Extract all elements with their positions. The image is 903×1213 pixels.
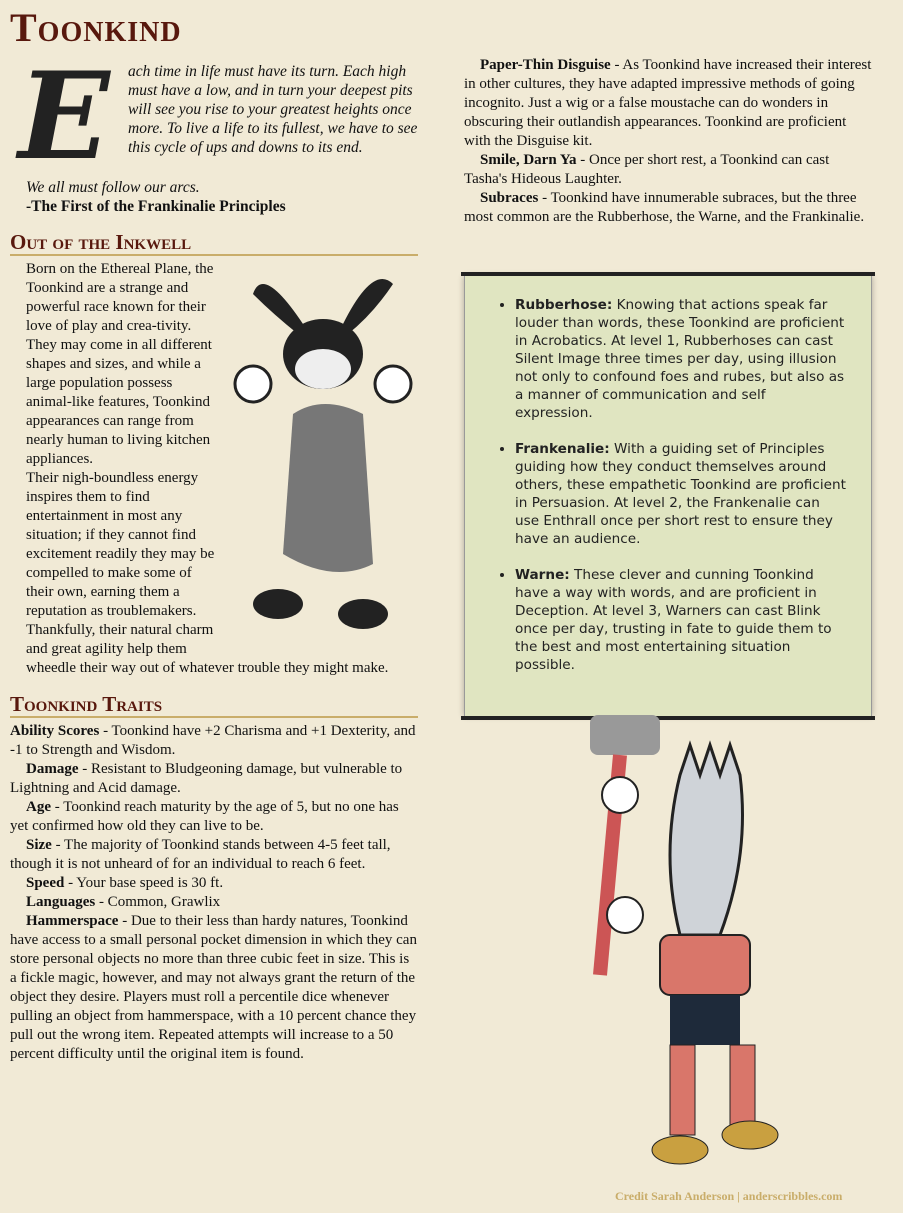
traits-list — [10, 722, 418, 1064]
trait-subraces: Subraces - Toonkind have innumerable subraces, but the three most common are the Rubberhose, the Warne, and the Frankinalie. — [464, 190, 865, 225]
subraces-box — [464, 276, 872, 716]
rubberhose-illustration — [223, 264, 418, 644]
image-credit: Credit Sarah Anderson | anderscribbles.com — [615, 1189, 843, 1203]
trait-speed: Speed - Your base speed is 30 ft. — [26, 875, 224, 891]
section-heading-inkwell: Out of the Inkwell — [10, 230, 418, 256]
subrace-warne: • Warne: These clever and cunning Toonkind have a way with words, and are proficient in Deception. At level 3, Warners can cast Blink once per day, trusting in fate to guide them to the best and most entertaining situation possible. — [515, 566, 847, 674]
trait-smile-darn-ya: Smile, Darn Ya - Once per short rest, a Toonkind can cast Tasha's Hideous Laughter. — [464, 152, 830, 187]
section-heading-traits: Toonkind Traits — [10, 692, 418, 718]
fork-warrior-illustration — [540, 715, 840, 1175]
intro-text: ach time in life must have its turn. Each high must have a low, and in turn your deepest pits will see you rise to your greatest heights once more. To live a life to its fullest, we have to see this cycle of ups and downs to its end. — [128, 63, 418, 156]
subrace-frankenalie: • Frankenalie: With a guiding set of Principles guiding how they conduct themselves around others, these empathetic Toonkind are proficient in Persuasion. At level 2, the Frankenalie can use Enthrall once per short rest to ensure they have an audience. — [515, 440, 847, 548]
trait-hammerspace: Hammerspace - Due to their less than hardy natures, Toonkind have access to a small personal pocket dimension in which they can store personal objects no more than three cubic feet in size. This is a fickle magic, however, and may not always grant the return of the object they desire. Players must roll a percentile dice whenever pulling an object from hammerspace, with a 10 percent chance they pull out the wrong item. Repeated attempts will increase to a 50 percent difficulty until the original item is found. — [10, 913, 417, 1062]
intro-attribution: -The First of the Frankinalie Principles — [26, 198, 286, 215]
inkwell-paragraph-1: Born on the Ethereal Plane, the Toonkind are a strange and powerful race known for their love of play and crea-tivity. They may come in all different shapes and sizes, and while a large population possess animal-like features, Toonkind appearances can range from nearly human to living kitchen appliances. — [26, 261, 214, 467]
subrace-rubberhose: • Rubberhose: Knowing that actions speak far louder than words, these Toonkind are proficient in Acrobatics. At level 1, Rubberhoses can cast Silent Image three times per day, using illusion not only to confound foes and rubes, but also as a manner of communication and self expression. — [515, 296, 847, 422]
trait-languages: Languages - Common, Grawlix — [26, 894, 221, 910]
page-title: Toonkind — [10, 5, 182, 50]
trait-damage: Damage - Resistant to Bludgeoning damage, but vulnerable to Lightning and Acid damage. — [10, 761, 403, 796]
intro-quote — [10, 46, 418, 216]
inkwell-section — [10, 260, 418, 678]
right-traits — [464, 56, 872, 227]
trait-paper-thin-disguise: Paper-Thin Disguise - As Toonkind have increased their interest in other cultures, they have adapted impressive methods of going incognito. Just a wig or a false moustache can do wonders in obscuring their outlandish appearances. Toonkind are proficient with the Disguise kit. — [464, 57, 872, 149]
intro-line: We all must follow our arcs. — [26, 179, 200, 196]
right-column — [464, 0, 872, 673]
trait-age: Age - Toonkind reach maturity by the age of 5, but no one has yet confirmed how old they can live to be. — [10, 799, 399, 834]
left-column — [10, 0, 418, 1064]
trait-ability-scores: Ability Scores - Toonkind have +2 Charisma and +1 Dexterity, and -1 to Strength and Wisdom. — [10, 723, 416, 758]
trait-size: Size - The majority of Toonkind stands between 4-5 feet tall, though it is not unheard of for an individual to reach 6 feet. — [10, 837, 391, 872]
drop-cap: E — [18, 46, 110, 187]
inkwell-paragraph-2: Their nigh-boundless energy inspires them to find entertainment in most any situation; if they cannot find excitement readily they may be compelled to make some of their own, earning them a reputation as troublemakers. Thankfully, their natural charm and great agility help them wheedle their way out of whatever trouble they might make. — [26, 470, 389, 676]
